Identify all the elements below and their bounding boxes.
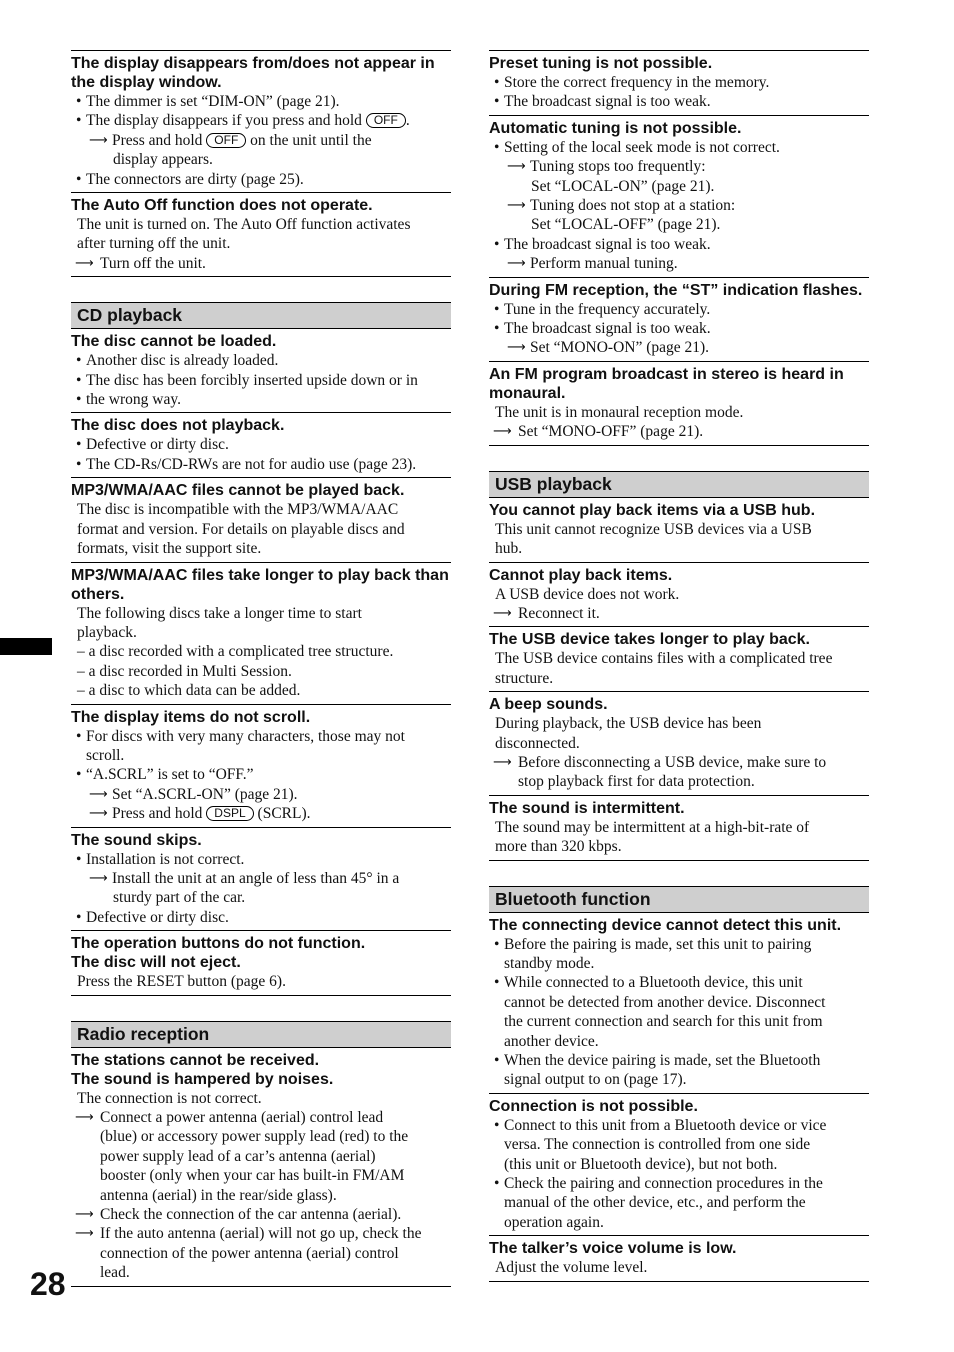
entry-title: The display items do not scroll. [71,708,311,726]
paragraph-line: formats, visit the support site. [77,540,262,558]
entry-title: The sound is hampered by noises. [71,1070,334,1088]
section-heading-radio-reception: Radio reception [71,1021,451,1048]
arrow-item-continued: (blue) or accessory power supply lead (red) to the [100,1128,409,1146]
section-heading-bluetooth-function: Bluetooth function [489,886,869,913]
entry-title: The disc cannot be loaded. [71,333,277,351]
paragraph-line: The connection is not correct. [77,1089,262,1107]
bullet-item-continued: manual of the other device, etc., and perform the [504,1194,806,1212]
arrow-item: ⟶ Set “MONO-ON” (page 21). [507,339,710,357]
entry-display-no-scroll [71,704,451,827]
bullet-item-continued: standby mode. [504,954,595,972]
entry-talker-volume-low [489,1235,869,1281]
bullet-item: • The dimmer is set “DIM-ON” (page 21). [71,92,451,111]
arrow-item: ⟶ Turn off the unit. [75,254,206,272]
off-button-label: OFF [206,133,246,148]
paragraph-line: disconnected. [495,734,580,752]
entry-title: The operation buttons do not function. [71,935,366,953]
arrow-item: ⟶ Install the unit at an angle of less than 45° in a [89,869,400,887]
entry-disc-no-playback [71,412,451,477]
arrow-icon: ⟶ [493,424,512,440]
paragraph-line: hub. [495,540,523,558]
entry-sound-intermittent [489,795,869,861]
section-heading-usb-playback: USB playback [489,471,869,498]
entry-title: The disc does not playback. [71,417,285,435]
bullet-item-continued: scroll. [86,746,125,764]
bullet-item: • The display disappears if you press and hold OFF . [71,111,451,130]
arrow-item: ⟶ Connect a power antenna (aerial) control lead [75,1109,384,1126]
entry-title: The talker’s voice volume is low. [489,1240,737,1258]
bullet-item: • When the device pairing is made, set the Bluetooth [489,1051,869,1070]
bullet-item: • The CD-Rs/CD-RWs are not for audio use (page 23). [71,455,451,474]
entry-title: The sound skips. [71,831,202,849]
paragraph-line: The following discs take a longer time to start [77,604,362,622]
paragraph-line: The sound may be intermittent at a high-bit-rate of [495,818,810,836]
arrow-icon: ⟶ [493,605,512,621]
page-edge-tab [0,638,52,655]
entry-title: The USB device takes longer to play back. [489,631,810,649]
entry-title: Cannot play back items. [489,566,673,584]
entry-fm-monaural [489,361,869,446]
right-column [489,50,869,1282]
entry-title: During FM reception, the “ST” indication flashes. [489,281,863,299]
arrow-icon: ⟶ [75,255,94,271]
paragraph-line: Press the RESET button (page 6). [77,973,286,991]
paragraph-line: A USB device does not work. [495,585,680,603]
arrow-icon: ⟶ [89,132,108,148]
entry-title: The Auto Off function does not operate. [71,197,373,215]
entry-automatic-tuning [489,115,869,277]
bullet-item-continued: (this unit or Bluetooth device), but not both. [504,1155,778,1173]
entry-title: Automatic tuning is not possible. [489,119,742,137]
entry-title: You cannot play back items via a USB hub. [489,501,816,519]
entry-title: The display disappears from/does not appear in the display window. [71,55,435,91]
arrow-item: ⟶ If the auto antenna (aerial) will not go up, check the [75,1225,422,1243]
entry-preset-tuning [489,50,869,115]
dash-item: – a disc to which data can be added. [77,682,301,700]
arrow-icon: ⟶ [75,1110,94,1125]
entry-cannot-play-items [489,562,869,627]
arrow-item: ⟶ Tuning stops too frequently: [507,158,706,176]
paragraph-line: The unit is turned on. The Auto Off function activates [77,216,411,234]
bullet-item-continued: versa. The connection is controlled from one side [504,1136,811,1154]
arrow-item: ⟶ Set “MONO-OFF” (page 21). [493,423,704,441]
arrow-item: ⟶ Before disconnecting a USB device, make sure to [493,753,827,771]
entry-mp3-longer [71,562,451,704]
section-heading-cd-playback: CD playback [71,302,451,329]
bullet-item-continued: cannot be detected from another device. Disconnect [504,993,826,1011]
arrow-icon: ⟶ [89,806,108,822]
arrow-icon: ⟶ [493,754,512,770]
paragraph-line: The disc is incompatible with the MP3/WMA/AAC [77,501,399,519]
paragraph-line: playback. [77,623,137,641]
arrow-item: ⟶ Set “A.SCRL-ON” (page 21). [89,785,298,803]
bullet-item: • Before the pairing is made, set this unit to pairing [489,935,869,954]
bullet-item-continued: another device. [504,1032,599,1050]
bullet-item-continued: signal output to on (page 17). [504,1071,687,1089]
arrow-item-continued: lead. [100,1264,130,1282]
entry-st-flashes [489,277,869,361]
paragraph-line: more than 320 kbps. [495,838,622,856]
arrow-icon: ⟶ [507,256,526,272]
entry-mp3-cannot-play [71,477,451,561]
entry-title: An FM program broadcast in stereo is heard in monaural. [489,365,844,402]
bullet-item: • “A.SCRL” is set to “OFF.” [71,765,451,784]
paragraph-line: The USB device contains files with a complicated tree [495,650,833,668]
bullet-item: • The broadcast signal is too weak. [489,92,869,111]
entry-title: The stations cannot be received. [71,1051,320,1069]
arrow-item-continued: power supply lead of a car’s antenna (aerial) [100,1147,376,1165]
entry-beep-sounds [489,691,869,795]
bullet-item-continued: operation again. [504,1213,604,1231]
entry-auto-off [71,192,451,277]
arrow-icon: ⟶ [89,786,108,802]
arrow-item-continued: stop playback first for data protection. [518,773,755,791]
entry-title: A beep sounds. [489,696,608,714]
entry-disc-cannot-load [71,329,451,412]
paragraph-line: During playback, the USB device has been [495,715,762,733]
paragraph-line: format and version. For details on playable discs and [77,520,405,538]
arrow-item-continued: sturdy part of the car. [113,889,246,907]
paragraph-line: This unit cannot recognize USB devices via a USB [495,520,812,538]
arrow-item-continued: display appears. [113,151,213,169]
bullet-item: • Setting of the local seek mode is not correct. [489,138,869,157]
bullet-item: • Store the correct frequency in the memory. [489,73,869,92]
entry-title: The sound is intermittent. [489,799,685,817]
bullet-item: • Installation is not correct. [71,850,451,869]
page-number: 28 [30,1266,66,1302]
arrow-icon: ⟶ [89,870,108,886]
bullet-item: • For discs with very many characters, those may not [71,727,451,746]
dspl-button-label: DSPL [206,806,253,821]
arrow-item: ⟶ Press and hold DSPL (SCRL). [89,805,311,823]
entry-sound-skips [71,827,451,931]
bullet-item: • The disc has been forcibly inserted upside down or in [71,371,451,390]
paragraph-line: Adjust the volume level. [495,1259,648,1277]
entry-display-disappears [71,50,451,192]
bullet-item: • Defective or dirty disc. [71,908,451,927]
bullet-item: • Check the pairing and connection procedures in the [489,1174,869,1193]
entry-title: MP3/WMA/AAC files take longer to play back than others. [71,566,449,603]
entry-usb-hub [489,498,869,562]
entry-operation-buttons [71,930,451,995]
bullet-item: • Defective or dirty disc. [71,435,451,454]
left-column [71,50,451,1287]
bullet-item: • Tune in the frequency accurately. [489,300,869,319]
entry-cannot-detect-unit [489,913,869,1093]
entry-title: Preset tuning is not possible. [489,55,713,72]
arrow-icon: ⟶ [75,1207,94,1223]
paragraph-line: structure. [495,669,554,687]
entry-title: MP3/WMA/AAC files cannot be played back. [71,482,405,500]
arrow-item-continued: Set “LOCAL-OFF” (page 21). [531,216,721,234]
entry-title: The disc will not eject. [71,954,241,972]
arrow-item: ⟶ Perform manual tuning. [507,255,678,273]
bullet-item: • The connectors are dirty (page 25). [71,170,451,189]
arrow-icon: ⟶ [507,159,526,175]
bullet-item-continued: • the wrong way. [71,390,451,409]
bullet-item: • The broadcast signal is too weak. [489,319,869,338]
arrow-item: ⟶ Reconnect it. [493,604,600,622]
arrow-icon: ⟶ [507,198,526,214]
bullet-item-continued: the current connection and search for this unit from [504,1013,823,1031]
arrow-item: ⟶ Tuning does not stop at a station: [507,197,736,215]
arrow-item: ⟶ Check the connection of the car antenna (aerial). [75,1206,402,1224]
bullet-item: • The broadcast signal is too weak. [489,235,869,254]
off-button-label: OFF [366,113,406,128]
arrow-item-continued: Set “LOCAL-ON” (page 21). [531,177,715,195]
bullet-item: • Connect to this unit from a Bluetooth device or vice [489,1116,869,1135]
arrow-item-continued: connection of the power antenna (aerial) control [100,1244,399,1262]
arrow-item-continued: antenna (aerial) in the rear/side glass). [100,1186,337,1204]
entry-usb-longer [489,626,869,691]
entry-title: Connection is not possible. [489,1097,698,1115]
arrow-item: ⟶ Press and hold OFF on the unit until the [89,131,372,149]
paragraph-line: after turning off the unit. [77,235,231,253]
dash-item: – a disc recorded in Multi Session. [77,662,292,680]
paragraph-line: The unit is in monaural reception mode. [495,403,744,421]
dash-item: – a disc recorded with a complicated tree structure. [77,643,394,661]
bullet-item: • While connected to a Bluetooth device, this unit [489,973,869,992]
bullet-item: • Another disc is already loaded. [71,351,451,370]
arrow-icon: ⟶ [75,1226,94,1242]
arrow-icon: ⟶ [507,340,526,356]
entry-stations-not-received [71,1048,451,1287]
entry-connection-not-possible [489,1093,869,1235]
entry-title: The connecting device cannot detect this unit. [489,916,842,934]
arrow-item-continued: booster (only when your car has built-in FM/AM [100,1167,405,1185]
